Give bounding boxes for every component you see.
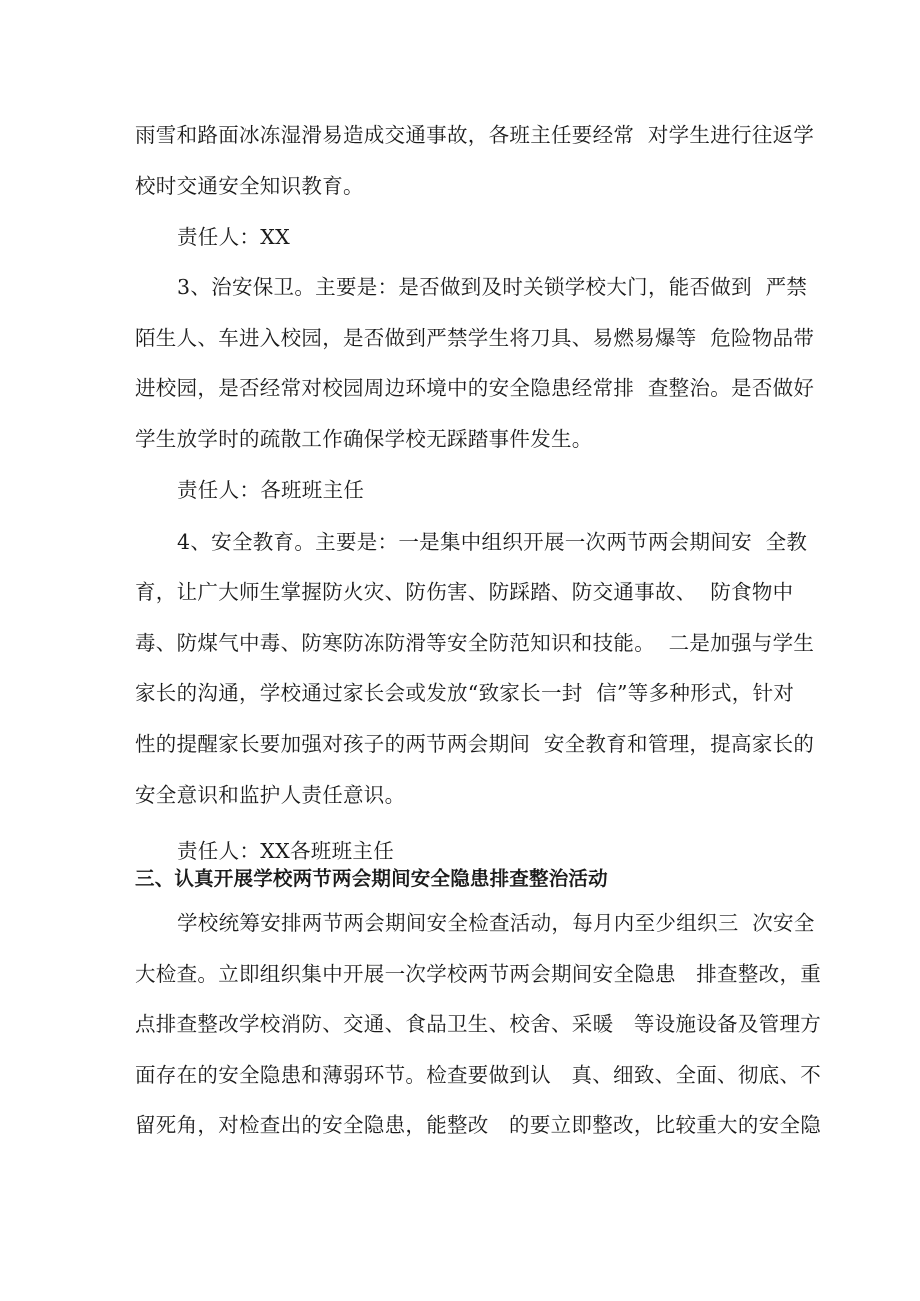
text-line: 点排查整改学校消防、交通、食品卫生、校舍、采暖 等设施设备及管理方 <box>135 1012 822 1036</box>
text-line: 育，让广大师生掌握防火灾、防伤害、防踩踏、防交通事故、 防食物中 <box>135 580 794 604</box>
text-line: 校时交通安全知识教育。 <box>135 174 364 198</box>
text-line: 面存在的安全隐患和薄弱环节。检查要做到认 真、细致、全面、彻底、不 <box>135 1063 822 1087</box>
text-line: 学生放学时的疏散工作确保学校无踩踏事件发生。 <box>135 427 593 451</box>
paragraph-start: 学校统筹安排两节两会期间安全检查活动，每月内至少组织三 次安全 <box>177 911 815 935</box>
responsible-person-line: 责任人：各班班主任 <box>177 478 365 502</box>
text-line: 雨雪和路面冰冻湿滑易造成交通事故，各班主任要经常 对学生进行往返学 <box>135 123 815 147</box>
section-heading: 三、认真开展学校两节两会期间安全隐患排查整治活动 <box>135 867 608 890</box>
text-line: 安全意识和监护人责任意识。 <box>135 783 406 807</box>
text-line: 性的提醒家长要加强对孩子的两节两会期间 安全教育和管理，提高家长的 <box>135 732 815 756</box>
text-line: 留死角，对检查出的安全隐患，能整改 的要立即整改，比较重大的安全隐 <box>135 1113 822 1137</box>
text-line: 毒、防煤气中毒、防寒防冻防滑等安全防范知识和技能。 二是加强与学生 <box>135 631 815 655</box>
section-item-4: 4、安全教育。主要是：一是集中组织开展一次两节两会期间安 全教 <box>177 530 808 554</box>
text-line: 家长的沟通，学校通过家长会或发放“致家长一封 信”等多种形式，针对 <box>135 681 795 705</box>
responsible-person-line: 责任人：XX <box>177 225 290 249</box>
responsible-person-line: 责任人：XX各班班主任 <box>177 839 394 863</box>
section-item-3: 3、治安保卫。主要是：是否做到及时关锁学校大门，能否做到 严禁 <box>177 275 808 299</box>
text-line: 陌生人、车进入校园，是否做到严禁学生将刀具、易燃易爆等 危险物品带 <box>135 326 815 350</box>
text-line: 大检查。立即组织集中开展一次学校两节两会期间安全隐患 排查整改，重 <box>135 962 822 986</box>
text-line: 进校园，是否经常对校园周边环境中的安全隐患经常排 查整治。是否做好 <box>135 376 815 400</box>
